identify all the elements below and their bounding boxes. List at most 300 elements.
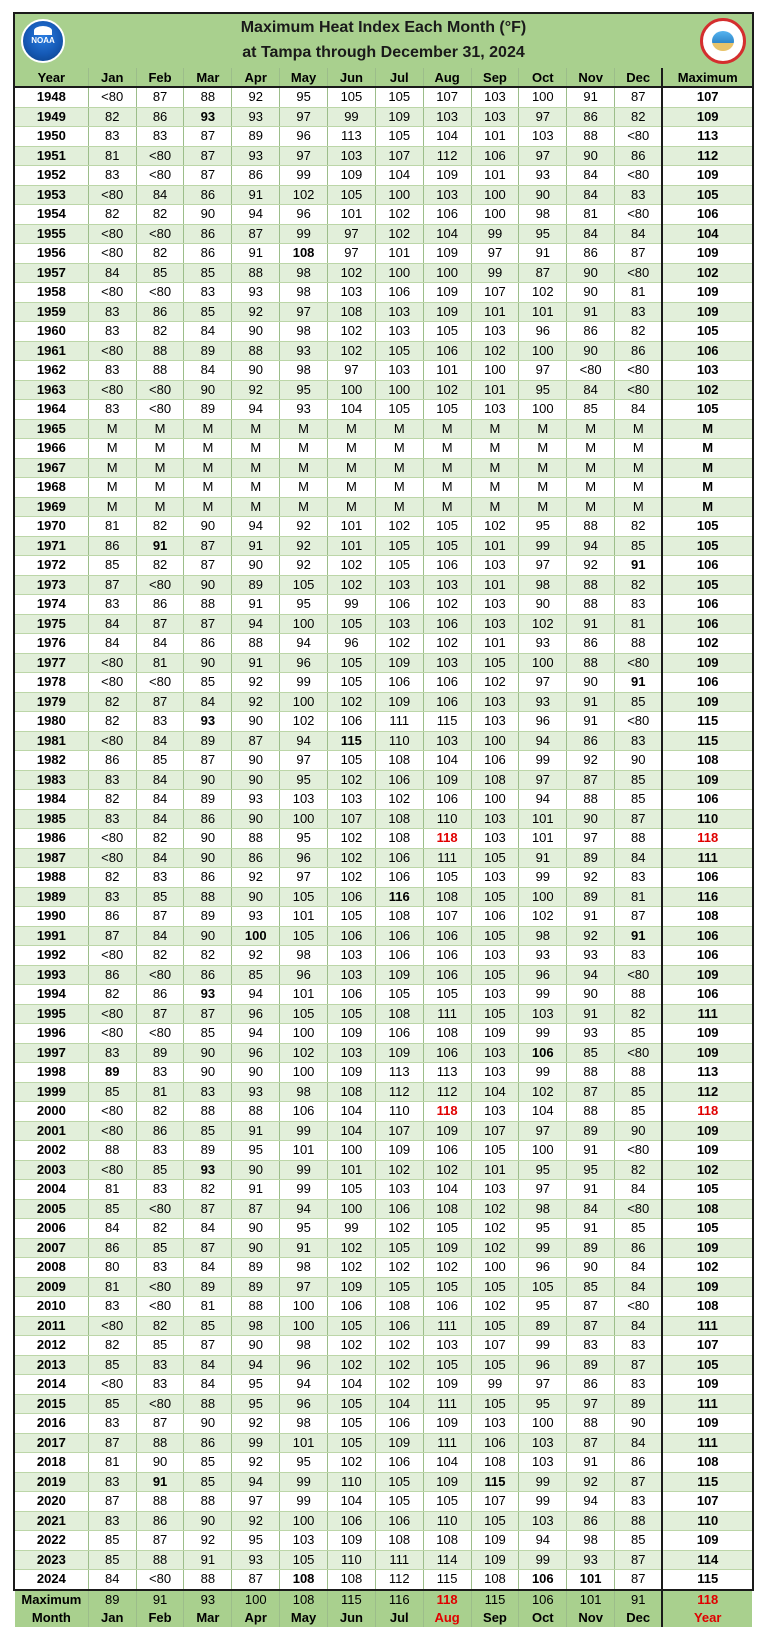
month-value-cell: 102 [471,1238,519,1258]
table-row [15,283,752,303]
month-value-cell: 106 [423,1141,471,1161]
month-value-cell: 101 [328,1160,376,1180]
month-value-cell: 100 [471,185,519,205]
month-value-cell: <80 [615,263,663,283]
table-row [15,1355,752,1375]
month-value-cell: 105 [375,985,423,1005]
month-value-cell: 91 [280,1238,328,1258]
month-value-cell: 86 [88,907,136,927]
year-cell: 1986 [15,829,88,849]
month-value-cell: 91 [567,692,615,712]
month-value-cell: 105 [375,1238,423,1258]
annual-max-cell: 109 [662,244,752,264]
month-value-cell: 85 [615,1219,663,1239]
month-value-cell: 89 [567,848,615,868]
month-value-cell: M [471,497,519,517]
month-value-cell: 95 [280,595,328,615]
month-value-cell: 103 [375,322,423,342]
month-value-cell: M [423,439,471,459]
month-value-cell: 103 [375,302,423,322]
table-row [15,692,752,712]
month-value-cell: 92 [232,692,280,712]
month-value-cell: 84 [567,224,615,244]
month-value-cell: 90 [232,770,280,790]
month-value-cell: 84 [615,1316,663,1336]
month-value-cell: 95 [232,1531,280,1551]
month-value-cell: 94 [519,731,567,751]
month-value-cell: 111 [423,1433,471,1453]
month-value-cell: 109 [471,1550,519,1570]
month-value-cell: 103 [471,556,519,576]
month-value-cell: 109 [423,770,471,790]
year-cell: 2008 [15,1258,88,1278]
annual-max-cell: 109 [662,692,752,712]
annual-max-cell: 102 [662,263,752,283]
footer-month-max: 100 Apr [232,1590,280,1627]
month-value-cell: 87 [567,1297,615,1317]
month-value-cell: 82 [136,517,184,537]
month-value-cell: 85 [615,692,663,712]
annual-max-cell: 108 [662,751,752,771]
month-value-cell: 105 [423,400,471,420]
month-value-cell: 92 [232,380,280,400]
month-value-cell: <80 [88,673,136,693]
month-value-cell: 103 [519,1453,567,1473]
month-value-cell: 108 [423,1531,471,1551]
table-row [15,1121,752,1141]
annual-max-cell: 109 [662,1238,752,1258]
month-value-cell: 109 [375,1043,423,1063]
month-value-cell: 99 [519,1063,567,1083]
month-value-cell: 87 [184,146,232,166]
year-cell: 2014 [15,1375,88,1395]
month-value-cell: M [423,458,471,478]
month-value-cell: 103 [471,322,519,342]
table-row [15,926,752,946]
month-value-cell: 87 [136,692,184,712]
month-value-cell: 106 [375,1316,423,1336]
month-value-cell: 86 [136,985,184,1005]
month-value-cell: 94 [567,1492,615,1512]
year-cell: 1963 [15,380,88,400]
month-value-cell: 115 [423,1570,471,1590]
month-value-cell: 92 [232,302,280,322]
month-value-cell: 105 [375,400,423,420]
month-value-cell: 111 [423,1394,471,1414]
month-value-cell: 103 [280,790,328,810]
year-cell: 2005 [15,1199,88,1219]
month-value-cell: 82 [615,322,663,342]
month-value-cell: 90 [519,595,567,615]
year-cell: 1997 [15,1043,88,1063]
month-value-cell: 85 [88,1199,136,1219]
month-value-cell: 96 [280,653,328,673]
year-cell: 1996 [15,1024,88,1044]
table-row [15,751,752,771]
month-value-cell: 87 [615,809,663,829]
month-value-cell: 91 [232,595,280,615]
month-value-cell: 112 [375,1082,423,1102]
month-value-cell: 84 [184,1219,232,1239]
year-cell: 2013 [15,1355,88,1375]
month-value-cell: 99 [519,1238,567,1258]
month-value-cell: 100 [471,790,519,810]
month-value-cell: 88 [184,595,232,615]
month-value-cell: 101 [280,907,328,927]
month-value-cell: 97 [519,146,567,166]
month-value-cell: 93 [232,283,280,303]
column-header-sep: Sep [471,68,519,87]
year-cell: 1964 [15,400,88,420]
month-value-cell: M [184,478,232,498]
month-value-cell: 106 [375,1511,423,1531]
month-value-cell: 102 [471,1199,519,1219]
annual-max-cell: 102 [662,1160,752,1180]
month-value-cell: 95 [519,1394,567,1414]
month-value-cell: 101 [471,575,519,595]
month-value-cell: 105 [328,1180,376,1200]
month-value-cell: 91 [567,614,615,634]
month-value-cell: 103 [519,1433,567,1453]
month-value-cell: 85 [615,1531,663,1551]
annual-max-cell: 109 [662,166,752,186]
month-value-cell: 103 [328,946,376,966]
month-value-cell: 97 [328,224,376,244]
month-value-cell: 94 [280,1199,328,1219]
month-value-cell: 84 [136,809,184,829]
month-value-cell: 97 [280,868,328,888]
month-value-cell: 99 [328,107,376,127]
month-value-cell: 83 [567,1336,615,1356]
table-row [15,1550,752,1570]
month-value-cell: 91 [232,1180,280,1200]
month-value-cell: 105 [423,517,471,537]
month-value-cell: 93 [232,907,280,927]
year-cell: 1978 [15,673,88,693]
annual-max-cell: 105 [662,400,752,420]
month-value-cell: 86 [615,1453,663,1473]
month-value-cell: 111 [375,712,423,732]
month-value-cell: 91 [567,712,615,732]
month-value-cell: 93 [232,146,280,166]
month-value-cell: <80 [88,341,136,361]
year-cell: 1999 [15,1082,88,1102]
month-value-cell: 84 [615,848,663,868]
month-value-cell: 95 [519,380,567,400]
month-value-cell: 102 [519,283,567,303]
month-value-cell: 97 [519,361,567,381]
month-value-cell: 82 [184,1180,232,1200]
table-row [15,517,752,537]
month-value-cell: M [136,419,184,439]
table-row [15,673,752,693]
annual-max-cell: 111 [662,1433,752,1453]
month-value-cell: 94 [232,1355,280,1375]
column-header-jan: Jan [88,68,136,87]
month-value-cell: 104 [423,1180,471,1200]
month-value-cell: 97 [280,146,328,166]
month-value-cell: 109 [423,1375,471,1395]
month-value-cell: 100 [280,809,328,829]
month-value-cell: 98 [280,946,328,966]
month-value-cell: 103 [375,1180,423,1200]
month-value-cell: M [471,439,519,459]
month-value-cell: M [88,497,136,517]
month-value-cell: <80 [615,1043,663,1063]
year-cell: 1957 [15,263,88,283]
month-value-cell: 103 [375,361,423,381]
table-row [15,1414,752,1434]
year-cell: 1967 [15,458,88,478]
month-value-cell: 84 [615,1433,663,1453]
month-value-cell: 101 [280,985,328,1005]
month-value-cell: 84 [136,848,184,868]
month-value-cell: 89 [615,1394,663,1414]
year-cell: 1966 [15,439,88,459]
month-value-cell: 101 [567,1570,615,1590]
year-cell: 1991 [15,926,88,946]
month-value-cell: 94 [280,731,328,751]
month-value-cell: 99 [280,166,328,186]
month-value-cell: 107 [375,1121,423,1141]
column-header-apr: Apr [232,68,280,87]
month-value-cell: 107 [471,1492,519,1512]
month-value-cell: 100 [519,887,567,907]
month-value-cell: 109 [471,1024,519,1044]
month-value-cell: 84 [567,380,615,400]
footer-month-max: 89 Jan [88,1590,136,1627]
month-value-cell: M [280,419,328,439]
month-value-cell: 95 [280,1453,328,1473]
month-value-cell: 103 [328,283,376,303]
month-value-cell: 84 [136,926,184,946]
month-value-cell: 108 [423,887,471,907]
month-value-cell: 100 [328,1141,376,1161]
year-cell: 2016 [15,1414,88,1434]
month-value-cell: 111 [423,1004,471,1024]
table-row [15,205,752,225]
month-value-cell: M [184,458,232,478]
month-value-cell: 82 [136,244,184,264]
table-row [15,1375,752,1395]
annual-max-cell: 114 [662,1550,752,1570]
month-value-cell: 101 [471,166,519,186]
year-cell: 1975 [15,614,88,634]
annual-max-cell: 110 [662,1511,752,1531]
month-value-cell: 105 [471,1511,519,1531]
year-cell: 1972 [15,556,88,576]
year-cell: 1961 [15,341,88,361]
month-value-cell: M [567,419,615,439]
month-value-cell: 88 [615,1063,663,1083]
annual-max-cell: 116 [662,887,752,907]
month-value-cell: 96 [519,965,567,985]
month-value-cell: 81 [136,653,184,673]
month-value-cell: 108 [280,244,328,264]
month-value-cell: M [232,439,280,459]
month-value-cell: M [328,439,376,459]
month-value-cell: 100 [328,1199,376,1219]
month-value-cell: 83 [88,1472,136,1492]
month-value-cell: 102 [328,1258,376,1278]
month-value-cell: 97 [567,829,615,849]
month-value-cell: 105 [280,575,328,595]
month-value-cell: 86 [615,146,663,166]
annual-max-cell: 109 [662,770,752,790]
year-cell: 2012 [15,1336,88,1356]
month-value-cell: 97 [519,770,567,790]
month-value-cell: M [136,439,184,459]
table-row [15,478,752,498]
month-value-cell: 98 [232,1316,280,1336]
month-value-cell: 105 [471,1141,519,1161]
month-value-cell: 87 [615,1550,663,1570]
month-value-cell: 104 [423,127,471,147]
month-value-cell: 81 [88,1180,136,1200]
month-value-cell: 108 [375,751,423,771]
month-value-cell: 87 [136,1004,184,1024]
month-value-cell: 91 [519,848,567,868]
month-value-cell: 103 [471,614,519,634]
month-value-cell: 88 [136,1550,184,1570]
annual-max-cell: 109 [662,283,752,303]
month-value-cell: <80 [615,965,663,985]
month-value-cell: 86 [136,107,184,127]
table-row [15,1238,752,1258]
month-value-cell: 103 [280,1531,328,1551]
month-value-cell: 93 [519,166,567,186]
month-value-cell: 107 [471,283,519,303]
annual-max-cell: 109 [662,653,752,673]
month-value-cell: 106 [519,1570,567,1590]
year-cell: 1971 [15,536,88,556]
annual-max-cell: 107 [662,1492,752,1512]
month-value-cell: 89 [184,1277,232,1297]
annual-max-cell: 106 [662,673,752,693]
month-value-cell: <80 [88,731,136,751]
month-value-cell: 101 [519,829,567,849]
month-value-cell: <80 [88,224,136,244]
year-cell: 1985 [15,809,88,829]
month-value-cell: 99 [280,1160,328,1180]
month-value-cell: 85 [567,400,615,420]
month-value-cell: 101 [280,1433,328,1453]
column-header-year: Year [15,68,88,87]
month-value-cell: 104 [328,1102,376,1122]
month-value-cell: 90 [232,809,280,829]
month-value-cell: 98 [280,361,328,381]
month-value-cell: 104 [328,400,376,420]
annual-max-cell: 104 [662,224,752,244]
month-value-cell: 105 [423,1277,471,1297]
month-value-cell: M [519,439,567,459]
month-value-cell: 80 [88,1258,136,1278]
month-value-cell: 89 [567,1121,615,1141]
month-value-cell: 90 [184,1043,232,1063]
month-value-cell: 105 [423,1492,471,1512]
month-value-cell: <80 [136,1394,184,1414]
year-cell: 1952 [15,166,88,186]
annual-max-cell: M [662,458,752,478]
month-value-cell: 103 [471,692,519,712]
month-value-cell: 105 [423,536,471,556]
month-value-cell: 88 [567,127,615,147]
month-value-cell: 103 [423,107,471,127]
year-cell: 1982 [15,751,88,771]
month-value-cell: 102 [375,1258,423,1278]
month-value-cell: 96 [280,1394,328,1414]
table-row [15,361,752,381]
month-value-cell: 85 [88,1531,136,1551]
month-value-cell: 103 [423,731,471,751]
month-value-cell: 91 [519,244,567,264]
month-value-cell: 106 [375,1453,423,1473]
month-value-cell: M [88,458,136,478]
table-row [15,185,752,205]
annual-max-cell: 112 [662,146,752,166]
month-value-cell: 97 [328,244,376,264]
month-value-cell: 86 [136,302,184,322]
column-header-oct: Oct [519,68,567,87]
month-value-cell: 110 [423,1511,471,1531]
month-value-cell: 105 [328,1004,376,1024]
annual-max-cell: 109 [662,1375,752,1395]
annual-max-cell: 109 [662,1043,752,1063]
month-value-cell: 102 [328,1453,376,1473]
table-row [15,1316,752,1336]
table-body [15,87,752,1590]
month-value-cell: 97 [280,302,328,322]
annual-max-cell: 108 [662,1297,752,1317]
table-row [15,965,752,985]
month-value-cell: 109 [375,692,423,712]
month-value-cell: 84 [615,1277,663,1297]
month-value-cell: <80 [88,244,136,264]
month-value-cell: 88 [615,985,663,1005]
month-value-cell: 102 [471,673,519,693]
month-value-cell: 103 [471,1043,519,1063]
month-value-cell: 98 [280,1336,328,1356]
month-value-cell: 101 [471,380,519,400]
month-value-cell: 105 [328,1316,376,1336]
month-value-cell: 100 [280,1297,328,1317]
annual-max-cell: 108 [662,1199,752,1219]
footer-month-max: 91 Feb [136,1590,184,1627]
month-value-cell: 102 [375,1219,423,1239]
table-row [15,1336,752,1356]
month-value-cell: 81 [136,1082,184,1102]
month-value-cell: 109 [423,1238,471,1258]
month-value-cell: 91 [232,653,280,673]
month-value-cell: 95 [280,87,328,107]
month-value-cell: 88 [184,1394,232,1414]
month-value-cell: 105 [471,848,519,868]
month-value-cell: <80 [88,1316,136,1336]
month-value-cell: 100 [375,185,423,205]
month-value-cell: 83 [88,595,136,615]
month-value-cell: 90 [232,361,280,381]
month-value-cell: 85 [88,1550,136,1570]
month-value-cell: <80 [88,1375,136,1395]
month-value-cell: 106 [471,751,519,771]
month-value-cell: 107 [423,87,471,107]
month-value-cell: 104 [375,1394,423,1414]
month-value-cell: 106 [328,926,376,946]
month-value-cell: 85 [136,1238,184,1258]
month-value-cell: M [328,478,376,498]
month-value-cell: 102 [471,1219,519,1239]
month-value-cell: 81 [88,1277,136,1297]
